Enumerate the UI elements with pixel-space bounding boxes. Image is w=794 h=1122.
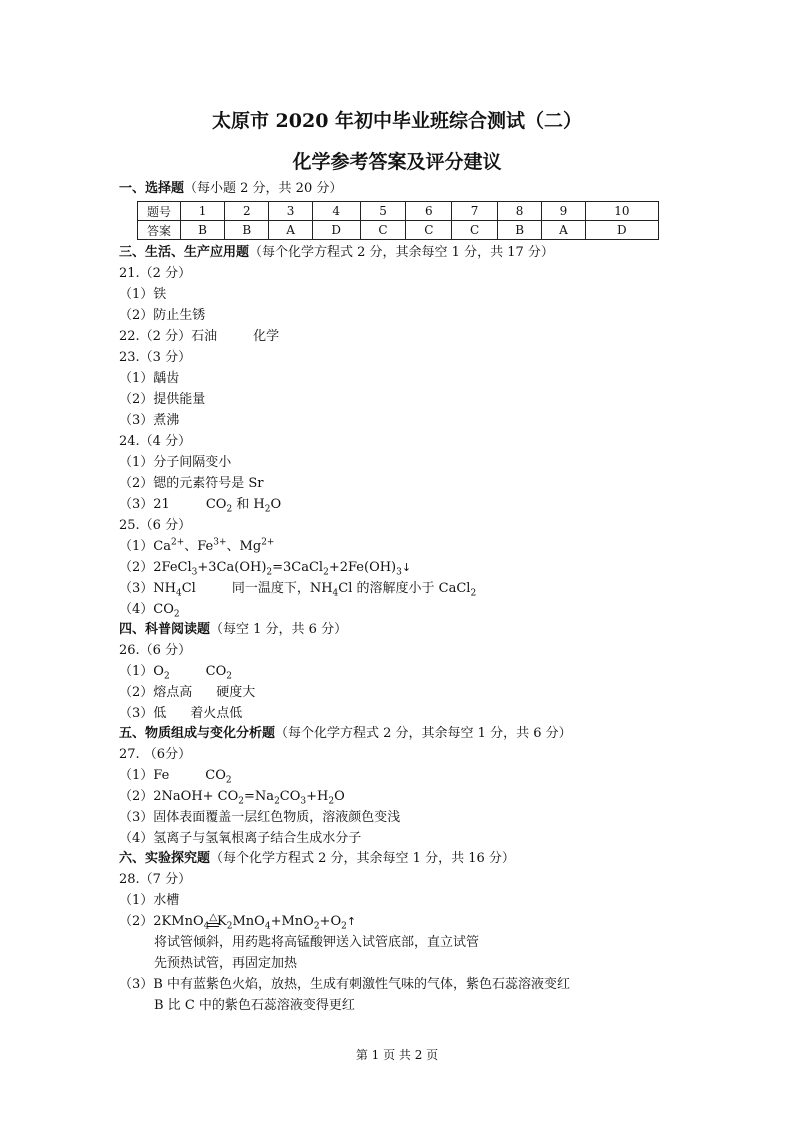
section-6-note: （每个化学方程式 2 分，其余每空 1 分，共 16 分） bbox=[210, 851, 515, 866]
section-5-note: （每个化学方程式 2 分，其余每空 1 分，共 6 分） bbox=[275, 726, 572, 741]
q26-answer-3 bbox=[119, 705, 242, 723]
q27-answer-1 bbox=[119, 767, 232, 785]
q23-answer-1: （1）龋齿 bbox=[119, 371, 180, 386]
heat-triangle-icon: △ bbox=[209, 912, 218, 923]
answer-table-number-row bbox=[138, 202, 659, 221]
formula-part: O bbox=[270, 497, 282, 512]
subscript: 2 bbox=[173, 609, 180, 620]
table-cell: 5 bbox=[360, 202, 406, 221]
page-title: 太原市 2020 年初中毕业班综合测试（二） bbox=[211, 110, 583, 132]
section-1-note: （每小题 2 分，共 20 分） bbox=[184, 181, 343, 196]
formula-part: 同一温度下，NH bbox=[231, 581, 333, 596]
q23-answer-3: （3）煮沸 bbox=[119, 413, 180, 428]
formula-part: CO bbox=[205, 497, 227, 512]
table-cell: D bbox=[312, 221, 360, 240]
heat-condition bbox=[209, 914, 217, 932]
q25-answer-3 bbox=[119, 580, 476, 598]
section-1-title: 一、选择题 bbox=[119, 181, 185, 196]
formula-part: （2）2FeCl bbox=[119, 560, 192, 575]
table-cell: B bbox=[498, 221, 542, 240]
subscript: 2 bbox=[470, 588, 477, 599]
q26-answer-2 bbox=[119, 684, 255, 702]
q27-answer-4: （4）氢离子与氢氧根离子结合生成水分子 bbox=[119, 831, 362, 846]
formula-part: CO bbox=[279, 789, 301, 804]
subscript: 2 bbox=[226, 921, 233, 932]
q26-head: 26.（6 分） bbox=[119, 643, 192, 658]
subscript: 2 bbox=[226, 504, 233, 515]
q25-answer-2 bbox=[119, 559, 411, 577]
subscript: 4 bbox=[264, 921, 271, 932]
q22-head: 22.（2 分）石油 bbox=[119, 329, 218, 344]
formula-part: +2Fe(OH) bbox=[328, 560, 397, 575]
section-1-heading bbox=[119, 180, 342, 198]
subscript: 4 bbox=[203, 921, 210, 932]
section-4-heading bbox=[119, 621, 347, 639]
section-4-title: 四、科普阅读题 bbox=[119, 622, 211, 637]
q25-answer-4 bbox=[119, 601, 180, 619]
section-3-heading bbox=[119, 244, 554, 262]
q27-answer-2 bbox=[119, 788, 345, 806]
formula-part: CO bbox=[205, 664, 227, 679]
q26-answer-3a: （3）低 bbox=[119, 706, 167, 721]
table-row-label: 题号 bbox=[138, 202, 181, 221]
formula-part: +O bbox=[319, 914, 342, 929]
gas-arrow-icon: ↑ bbox=[346, 915, 357, 928]
table-cell: 2 bbox=[225, 202, 269, 221]
q24-answer-3 bbox=[119, 496, 281, 514]
superscript: 3+ bbox=[213, 537, 227, 548]
subscript: 2 bbox=[226, 671, 233, 682]
section-3-title: 三、生活、生产应用题 bbox=[119, 245, 250, 260]
q24-answer-1: （1）分子间隔变小 bbox=[119, 455, 232, 470]
subscript: 2 bbox=[266, 567, 273, 578]
table-cell: 7 bbox=[452, 202, 498, 221]
table-cell: 9 bbox=[542, 202, 585, 221]
formula-part: Cl 的溶解度小于 CaCl bbox=[338, 581, 471, 596]
q21-answer-1: （1）铁 bbox=[119, 287, 167, 302]
q25-head: 25.（6 分） bbox=[119, 518, 192, 533]
formula-part: 、Mg bbox=[226, 539, 262, 554]
section-5-heading bbox=[119, 725, 572, 743]
table-cell: 8 bbox=[498, 202, 542, 221]
table-cell: C bbox=[452, 221, 498, 240]
q23-answer-2: （2）提供能量 bbox=[119, 392, 206, 407]
table-cell: A bbox=[542, 221, 585, 240]
q23-head: 23.（3 分） bbox=[119, 350, 192, 365]
page-number: 第 1 页 共 2 页 bbox=[355, 1048, 439, 1062]
subscript: 4 bbox=[175, 588, 182, 599]
table-cell: 6 bbox=[406, 202, 452, 221]
formula-part: 、Fe bbox=[184, 539, 214, 554]
section-3-note: （每个化学方程式 2 分，其余每空 1 分，共 17 分） bbox=[249, 245, 554, 260]
q27-answer-1a: （1）Fe bbox=[119, 768, 170, 783]
table-cell: A bbox=[269, 221, 312, 240]
subscript: 2 bbox=[264, 504, 271, 515]
subscript: 2 bbox=[163, 671, 170, 682]
table-cell: C bbox=[360, 221, 406, 240]
formula-part: O bbox=[334, 789, 345, 804]
formula-part: Cl bbox=[181, 581, 196, 596]
q28-answer-3: （3）B 中有蓝紫色火焰，放热，生成有刺激性气味的气体，紫色石蕊溶液变红 bbox=[119, 977, 570, 992]
formula-part: =Na bbox=[244, 789, 275, 804]
q24-head: 24.（4 分） bbox=[119, 434, 192, 449]
formula-part: （2）2NaOH+ CO bbox=[119, 789, 239, 804]
q28-head: 28.（7 分） bbox=[119, 872, 192, 887]
table-cell: 10 bbox=[585, 202, 658, 221]
q26-answer-2a: （2）熔点高 bbox=[119, 685, 193, 700]
q26-answer-2b: 硬度大 bbox=[216, 685, 256, 700]
subscript: 2 bbox=[323, 567, 329, 578]
subscript: 3 bbox=[300, 796, 307, 807]
q26-answer-3b: 着火点低 bbox=[190, 706, 243, 721]
formula-part: （1）Ca bbox=[119, 539, 171, 554]
subscript: 2 bbox=[341, 921, 347, 932]
q28-answer-2b: 将试管倾斜，用药匙将高锰酸钾送入试管底部，直立试管 bbox=[154, 935, 480, 950]
formula-part: +MnO bbox=[270, 914, 314, 929]
q27-head: 27. （6分） bbox=[119, 747, 192, 762]
section-6-title: 六、实验探究题 bbox=[119, 851, 211, 866]
formula-part: （2）2KMnO bbox=[119, 914, 204, 929]
q21-answer-2: （2）防止生锈 bbox=[119, 308, 206, 323]
q24-answer-2: （2）锶的元素符号是 Sr bbox=[119, 476, 264, 491]
formula-part: CO bbox=[205, 768, 226, 783]
subscript: 2 bbox=[225, 775, 232, 786]
table-cell: 1 bbox=[181, 202, 225, 221]
subscript: 2 bbox=[274, 796, 280, 807]
table-cell: 4 bbox=[312, 202, 360, 221]
table-cell: D bbox=[585, 221, 658, 240]
subscript: 2 bbox=[313, 921, 320, 932]
subscript: 3 bbox=[191, 567, 198, 578]
formula-part: +H bbox=[306, 789, 329, 804]
formula-part: 和 H bbox=[232, 497, 265, 512]
q22-answer-2: 化学 bbox=[253, 329, 280, 344]
q28-answer-2 bbox=[119, 913, 356, 932]
table-cell: B bbox=[225, 221, 269, 240]
q28-answer-1: （1）水槽 bbox=[119, 893, 180, 908]
q25-answer-1 bbox=[119, 538, 274, 556]
superscript: 2+ bbox=[170, 537, 185, 548]
section-4-note: （每空 1 分，共 6 分） bbox=[210, 622, 348, 637]
q24-answer-3a: （3）21 bbox=[119, 497, 170, 512]
answer-table bbox=[137, 201, 659, 240]
q26-answer-1 bbox=[119, 663, 232, 681]
subscript: 4 bbox=[332, 588, 339, 599]
section-5-title: 五、物质组成与变化分析题 bbox=[119, 726, 276, 741]
formula-part: MnO bbox=[232, 914, 265, 929]
formula-part: （1）O bbox=[119, 664, 164, 679]
page-subtitle: 化学参考答案及评分建议 bbox=[292, 151, 502, 173]
answer-table-answer-row bbox=[138, 221, 659, 240]
formula-part: K bbox=[217, 914, 227, 929]
q28-answer-3b: B 比 C 中的紫色石蕊溶液变得更红 bbox=[154, 998, 355, 1013]
formula-part: =3CaCl bbox=[272, 560, 324, 575]
formula-part: （3）NH bbox=[119, 581, 176, 596]
precipitate-arrow-icon: ↓ bbox=[401, 561, 412, 574]
superscript: 2+ bbox=[261, 537, 275, 548]
q21-head: 21.（2 分） bbox=[119, 266, 192, 281]
table-cell: B bbox=[181, 221, 225, 240]
formula-part: （4）CO bbox=[119, 602, 174, 617]
table-cell: C bbox=[406, 221, 452, 240]
subscript: 2 bbox=[328, 796, 335, 807]
table-row-label: 答案 bbox=[138, 221, 181, 240]
q22-line bbox=[119, 328, 279, 346]
subscript: 2 bbox=[238, 796, 245, 807]
q28-answer-2c: 先预热试管，再固定加热 bbox=[154, 956, 298, 971]
subscript: 3 bbox=[396, 567, 402, 578]
q27-answer-3: （3）固体表面覆盖一层红色物质，溶液颜色变浅 bbox=[119, 810, 401, 825]
section-6-heading bbox=[119, 850, 515, 868]
formula-part: +3Ca(OH) bbox=[197, 560, 267, 575]
table-cell: 3 bbox=[269, 202, 312, 221]
